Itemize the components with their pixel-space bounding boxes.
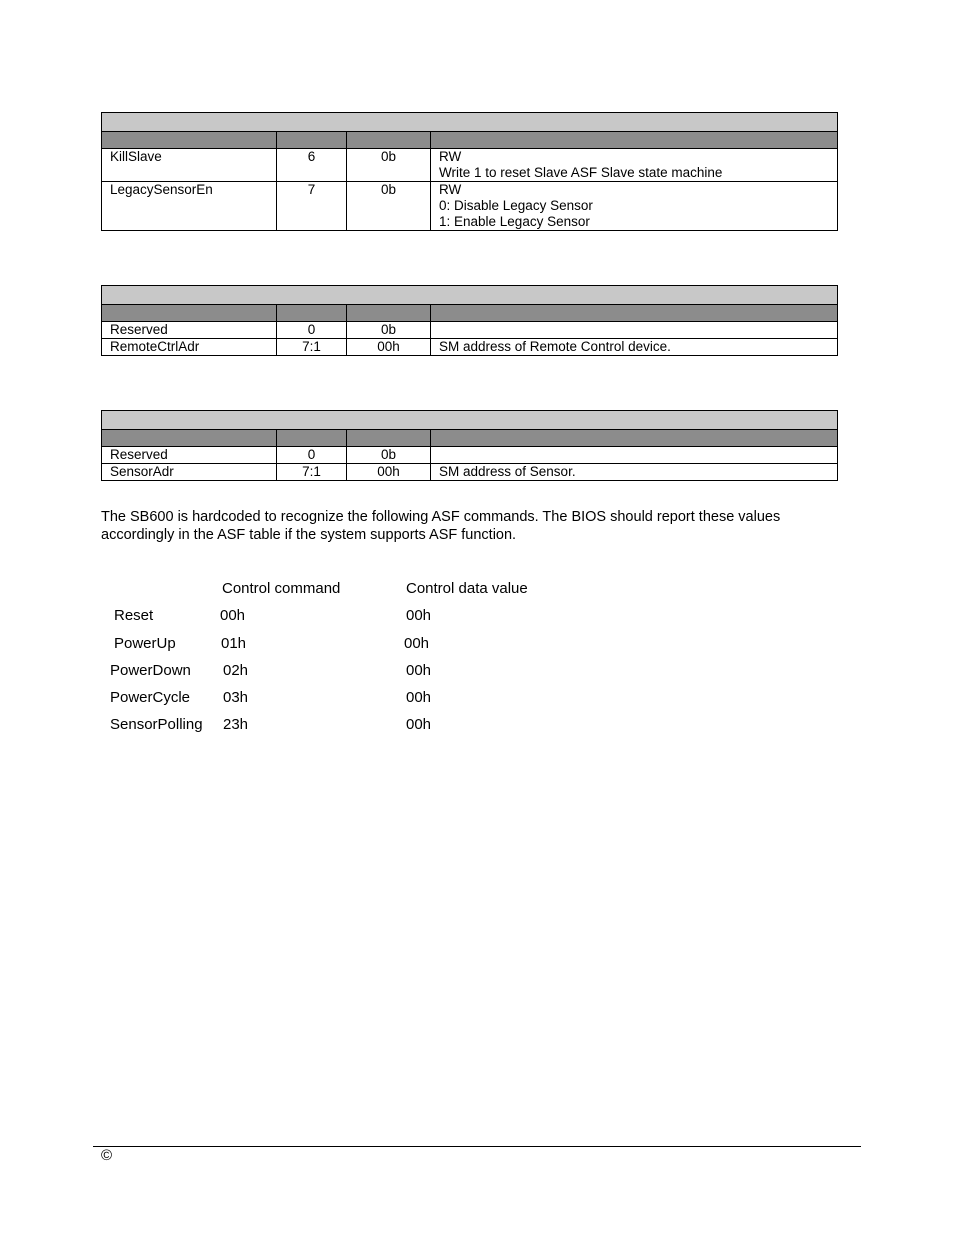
field-name: RemoteCtrlAdr	[102, 339, 277, 356]
field-bits: 7:1	[277, 339, 347, 356]
command-name: PowerCycle	[110, 689, 191, 706]
table-header-row	[102, 132, 838, 149]
command-code: 01h	[221, 635, 247, 652]
field-default: 0b	[347, 322, 431, 339]
field-description	[431, 447, 838, 464]
table-row	[102, 339, 838, 356]
field-name: Reserved	[102, 447, 277, 464]
table-row	[102, 322, 838, 339]
field-description: SM address of Remote Control device.	[431, 339, 838, 356]
copyright-symbol: ©	[101, 1147, 113, 1164]
field-default: 0b	[347, 447, 431, 464]
field-description	[431, 149, 838, 182]
command-data: 00h	[406, 662, 432, 679]
table-row	[102, 182, 838, 231]
table-header-row	[102, 430, 838, 447]
field-name: LegacySensorEn	[102, 182, 277, 231]
field-description: SM address of Sensor.	[431, 464, 838, 481]
command-code: 03h	[223, 689, 249, 706]
field-name: Reserved	[102, 322, 277, 339]
field-default: 0b	[347, 182, 431, 231]
command-code: 00h	[220, 607, 246, 624]
command-code: 02h	[223, 662, 249, 679]
table-row	[102, 447, 838, 464]
table-row	[102, 149, 838, 182]
command-data: 00h	[406, 689, 432, 706]
table-title-row	[102, 286, 838, 305]
table-title-row	[102, 113, 838, 132]
table-title-row	[102, 411, 838, 430]
description-line: RW	[439, 149, 462, 164]
command-data: 00h	[406, 607, 432, 624]
body-paragraph: The SB600 is hardcoded to recognize the following ASF commands. The BIOS should report these values accordingly in the ASF table if the system supports ASF function.	[101, 509, 781, 543]
header-control-data-value: Control data value	[406, 580, 528, 597]
command-name: SensorPolling	[110, 716, 203, 733]
field-bits: 0	[277, 447, 347, 464]
field-name: KillSlave	[102, 149, 277, 182]
field-description	[431, 322, 838, 339]
field-bits: 7	[277, 182, 347, 231]
register-table-3	[101, 410, 838, 481]
field-name: SensorAdr	[102, 464, 277, 481]
command-name: PowerDown	[110, 662, 191, 679]
description-line: RW	[439, 182, 462, 197]
description-line: 0: Disable Legacy Sensor	[439, 198, 593, 213]
field-bits: 6	[277, 149, 347, 182]
field-default: 0b	[347, 149, 431, 182]
command-name: Reset	[114, 607, 154, 624]
description-line: Write 1 to reset Slave ASF Slave state machine	[439, 165, 723, 180]
register-table-2	[101, 285, 838, 356]
header-control-command: Control command	[222, 580, 341, 597]
table-row	[102, 464, 838, 481]
field-bits: 7:1	[277, 464, 347, 481]
field-bits: 0	[277, 322, 347, 339]
field-default: 00h	[347, 464, 431, 481]
command-data: 00h	[404, 635, 430, 652]
register-table-1	[101, 112, 838, 231]
footer-divider	[93, 1146, 861, 1147]
command-code: 23h	[223, 716, 249, 733]
table-header-row	[102, 305, 838, 322]
command-name: PowerUp	[114, 635, 176, 652]
command-data: 00h	[406, 716, 432, 733]
field-default: 00h	[347, 339, 431, 356]
description-line: 1: Enable Legacy Sensor	[439, 214, 590, 229]
field-description	[431, 182, 838, 231]
